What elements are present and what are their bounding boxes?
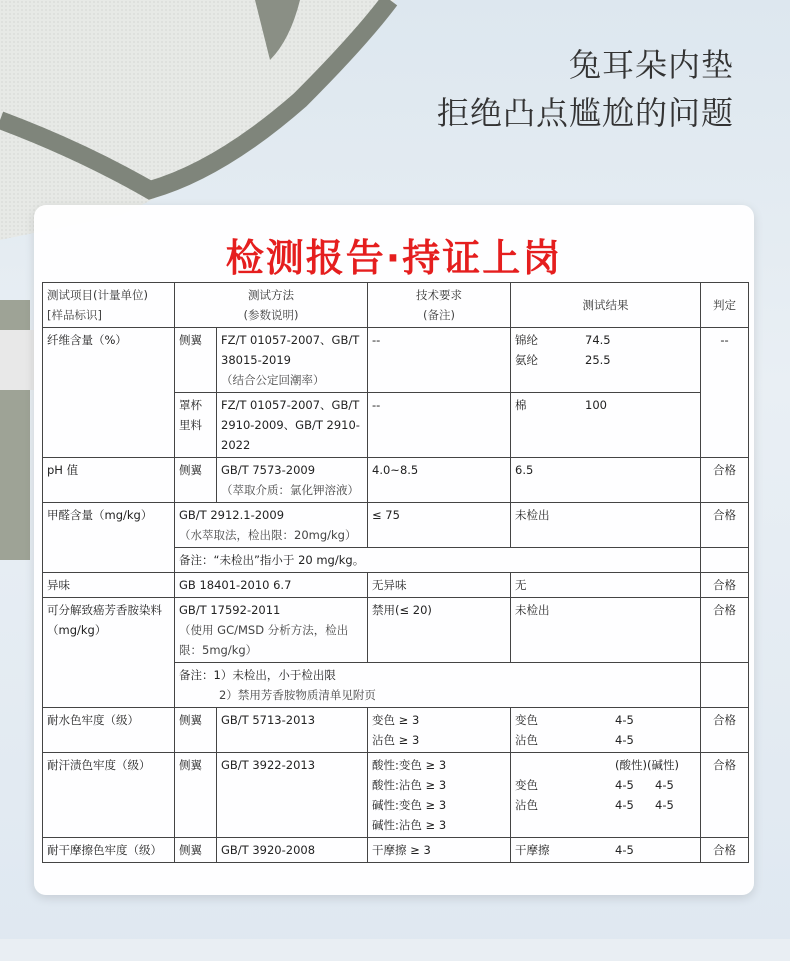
- table-row: pH 值 侧翼 GB/T 7573-2009 （萃取介质：氯化钾溶液） 4.0~8.5 6.5 合格: [43, 458, 749, 503]
- header-result: 测试结果: [511, 283, 701, 328]
- header-item: 测试项目(计量单位) [样品标识]: [43, 283, 175, 328]
- card-title: 检测报告·持证上岗: [225, 236, 563, 280]
- bottom-strip: [0, 939, 790, 961]
- headline-line-1: 兔耳朵内垫: [568, 46, 734, 84]
- test-report-table: [42, 282, 749, 863]
- table-row: 耐干摩擦色牢度（级） 侧翼 GB/T 3920-2008 干摩擦 ≥ 3 干摩擦 4-5 合格: [43, 838, 749, 863]
- table-row: 备注：1）未检出，小于检出限 2）禁用芳香胺物质清单见附页: [43, 663, 749, 708]
- header-requirement: 技术要求 (备注): [368, 283, 511, 328]
- table-row: 耐汗渍色牢度（级） 侧翼 GB/T 3922-2013 酸性:变色 ≥ 3 酸性:沾色 ≥ 3 碱性:变色 ≥ 3 碱性:沾色 ≥ 3 (酸性)(碱性) 变色 4-5 4-5 沾色 4-5 4-5 合格: [43, 753, 749, 838]
- table-row: 可分解致癌芳香胺染料（mg/kg） GB/T 17592-2011 （使用 GC/MSD 分析方法，检出限：5mg/kg） 禁用(≤ 20) 未检出 合格: [43, 598, 749, 663]
- table-row: 罩杯里料 FZ/T 01057-2007、GB/T 2910-2009、GB/T 2910-2022 -- 棉 100: [43, 393, 749, 458]
- header-method: 测试方法 (参数说明): [175, 283, 368, 328]
- test-report-card: [34, 205, 754, 895]
- table-row: 耐水色牢度（级） 侧翼 GB/T 5713-2013 变色 ≥ 3 沾色 ≥ 3 变色 4-5 沾色 4-5 合格: [43, 708, 749, 753]
- table-row: 备注：“未检出”指小于 20 mg/kg。: [43, 548, 749, 573]
- table-row: 纤维含量（%） 侧翼 FZ/T 01057-2007、GB/T 38015-2019 （结合公定回潮率） -- 锦纶 74.5 氨纶 25.5 --: [43, 328, 749, 393]
- header-judgement: 判定: [701, 283, 749, 328]
- table-row: 甲醛含量（mg/kg） GB/T 2912.1-2009 （水萃取法，检出限：20mg/kg） ≤ 75 未检出 合格: [43, 503, 749, 548]
- table-header-row: [43, 283, 749, 328]
- table-row: 异味 GB 18401-2010 6.7 无异味 无 合格: [43, 573, 749, 598]
- headline-line-2: 拒绝凸点尴尬的问题: [436, 94, 734, 132]
